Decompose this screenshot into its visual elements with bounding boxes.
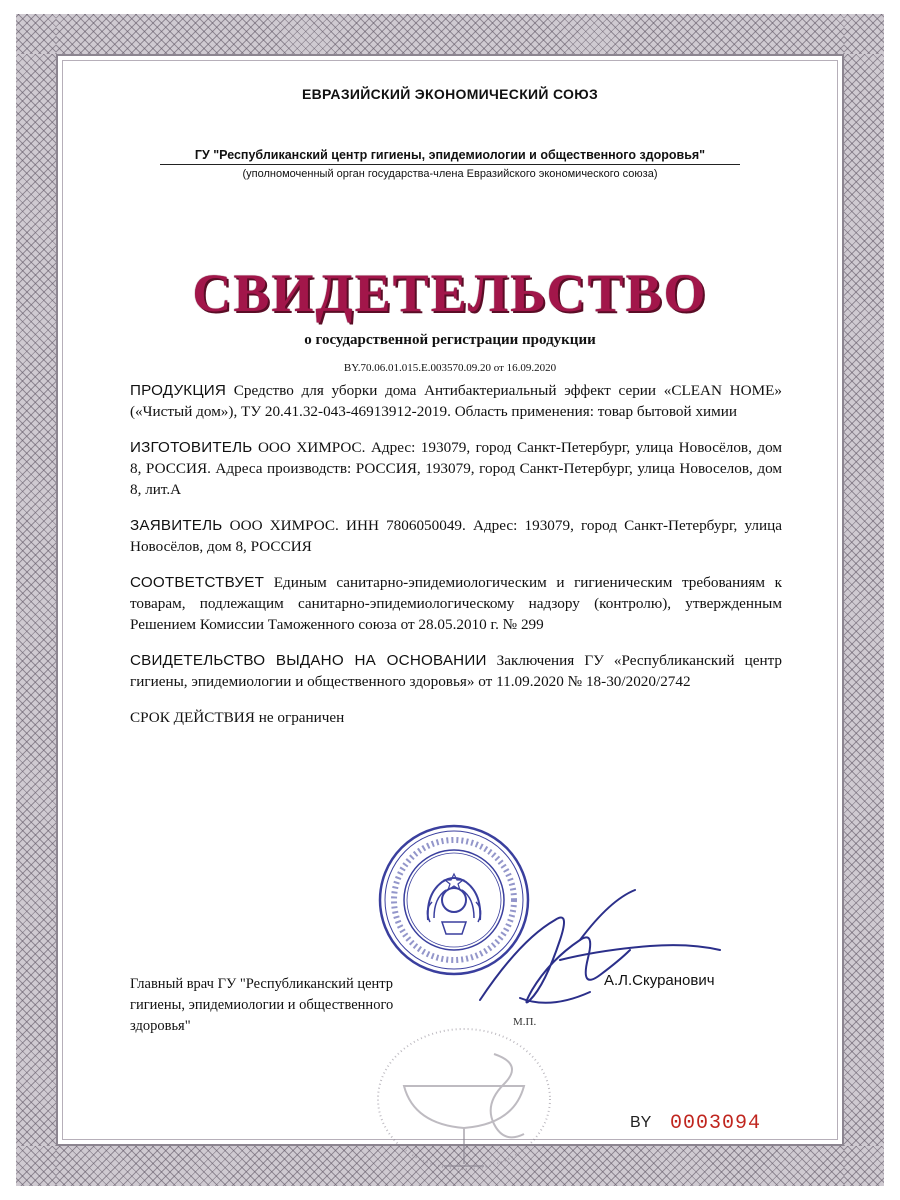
watermark-emblem-icon (374, 1024, 554, 1174)
section-label: ИЗГОТОВИТЕЛЬ (130, 439, 253, 456)
section-manufacturer (130, 437, 782, 500)
section-label: СРОК ДЕЙСТВИЯ (130, 709, 255, 726)
union-heading: ЕВРАЗИЙСКИЙ ЭКОНОМИЧЕСКИЙ СОЮЗ (301, 86, 599, 102)
section-text: Единым санитарно-эпидемиологическим и гигиеническим требованиям к товарам, подлежащим санитарно-эпидемиологическому надзору (контролю), утвержденным Решением Комиссии Таможенного союза от 28.05.2010 г. № 299 (130, 574, 782, 633)
section-text: ООО ХИМРОС. Адрес: 193079, город Санкт-Петербург, улица Новосёлов, дом 8, РОССИЯ. Адреса производств: РОССИЯ, 193079, город Санкт-Петербург, улица Новоселов, дом 8, лит.А (130, 439, 782, 498)
section-product (130, 380, 782, 422)
section-label: СВИДЕТЕЛЬСТВО ВЫДАНО НА ОСНОВАНИИ (130, 652, 487, 669)
signer-name: А.Л.Скуранович (604, 972, 715, 989)
registration-number: BY.70.06.01.015.E.003570.09.20 от 16.09.2020 (343, 362, 557, 374)
document-title: СВИДЕТЕЛЬСТВО (192, 263, 708, 323)
section-applicant (130, 515, 782, 557)
section-compliance (130, 572, 782, 635)
section-label: ЗАЯВИТЕЛЬ (130, 517, 223, 534)
signature-icon (460, 880, 740, 1030)
certificate-body (130, 380, 782, 743)
serial-prefix: BY (630, 1114, 652, 1131)
section-basis (130, 650, 782, 692)
section-label: СООТВЕТСТВУЕТ (130, 574, 265, 591)
section-text: не ограничен (254, 709, 345, 726)
issuing-authority: ГУ "Республиканский центр гигиены, эпидемиологии и общественного здоровья" (160, 148, 740, 165)
signer-position: Главный врач ГУ "Республиканский центр гигиены, эпидемиологии и общественного здоровья" (130, 976, 394, 1034)
section-text: Заключения ГУ «Республиканский центр гигиены, эпидемиологии и общественного здоровья» от 11.09.2020 № 18-30/2020/2742 (130, 652, 782, 690)
section-validity (130, 707, 782, 728)
section-label: ПРОДУКЦИЯ (130, 382, 227, 399)
authority-note: (уполномоченный орган государства-члена Евразийского экономического союза) (242, 168, 658, 180)
serial-number: 0003094 (670, 1112, 762, 1135)
section-text: ООО ХИМРОС. ИНН 7806050049. Адрес: 193079, город Санкт-Петербург, улица Новосёлов, дом 8, РОССИЯ (130, 517, 782, 555)
seal-place-mark: М.П. (513, 1016, 537, 1028)
section-text: Средство для уборки дома Антибактериальный эффект серии «CLEAN HOME» («Чистый дом»), ТУ 20.41.32-043-46913912-2019. Область применения: товар бытовой химии (130, 382, 782, 420)
document-subtitle: о государственной регистрации продукции (304, 332, 596, 348)
